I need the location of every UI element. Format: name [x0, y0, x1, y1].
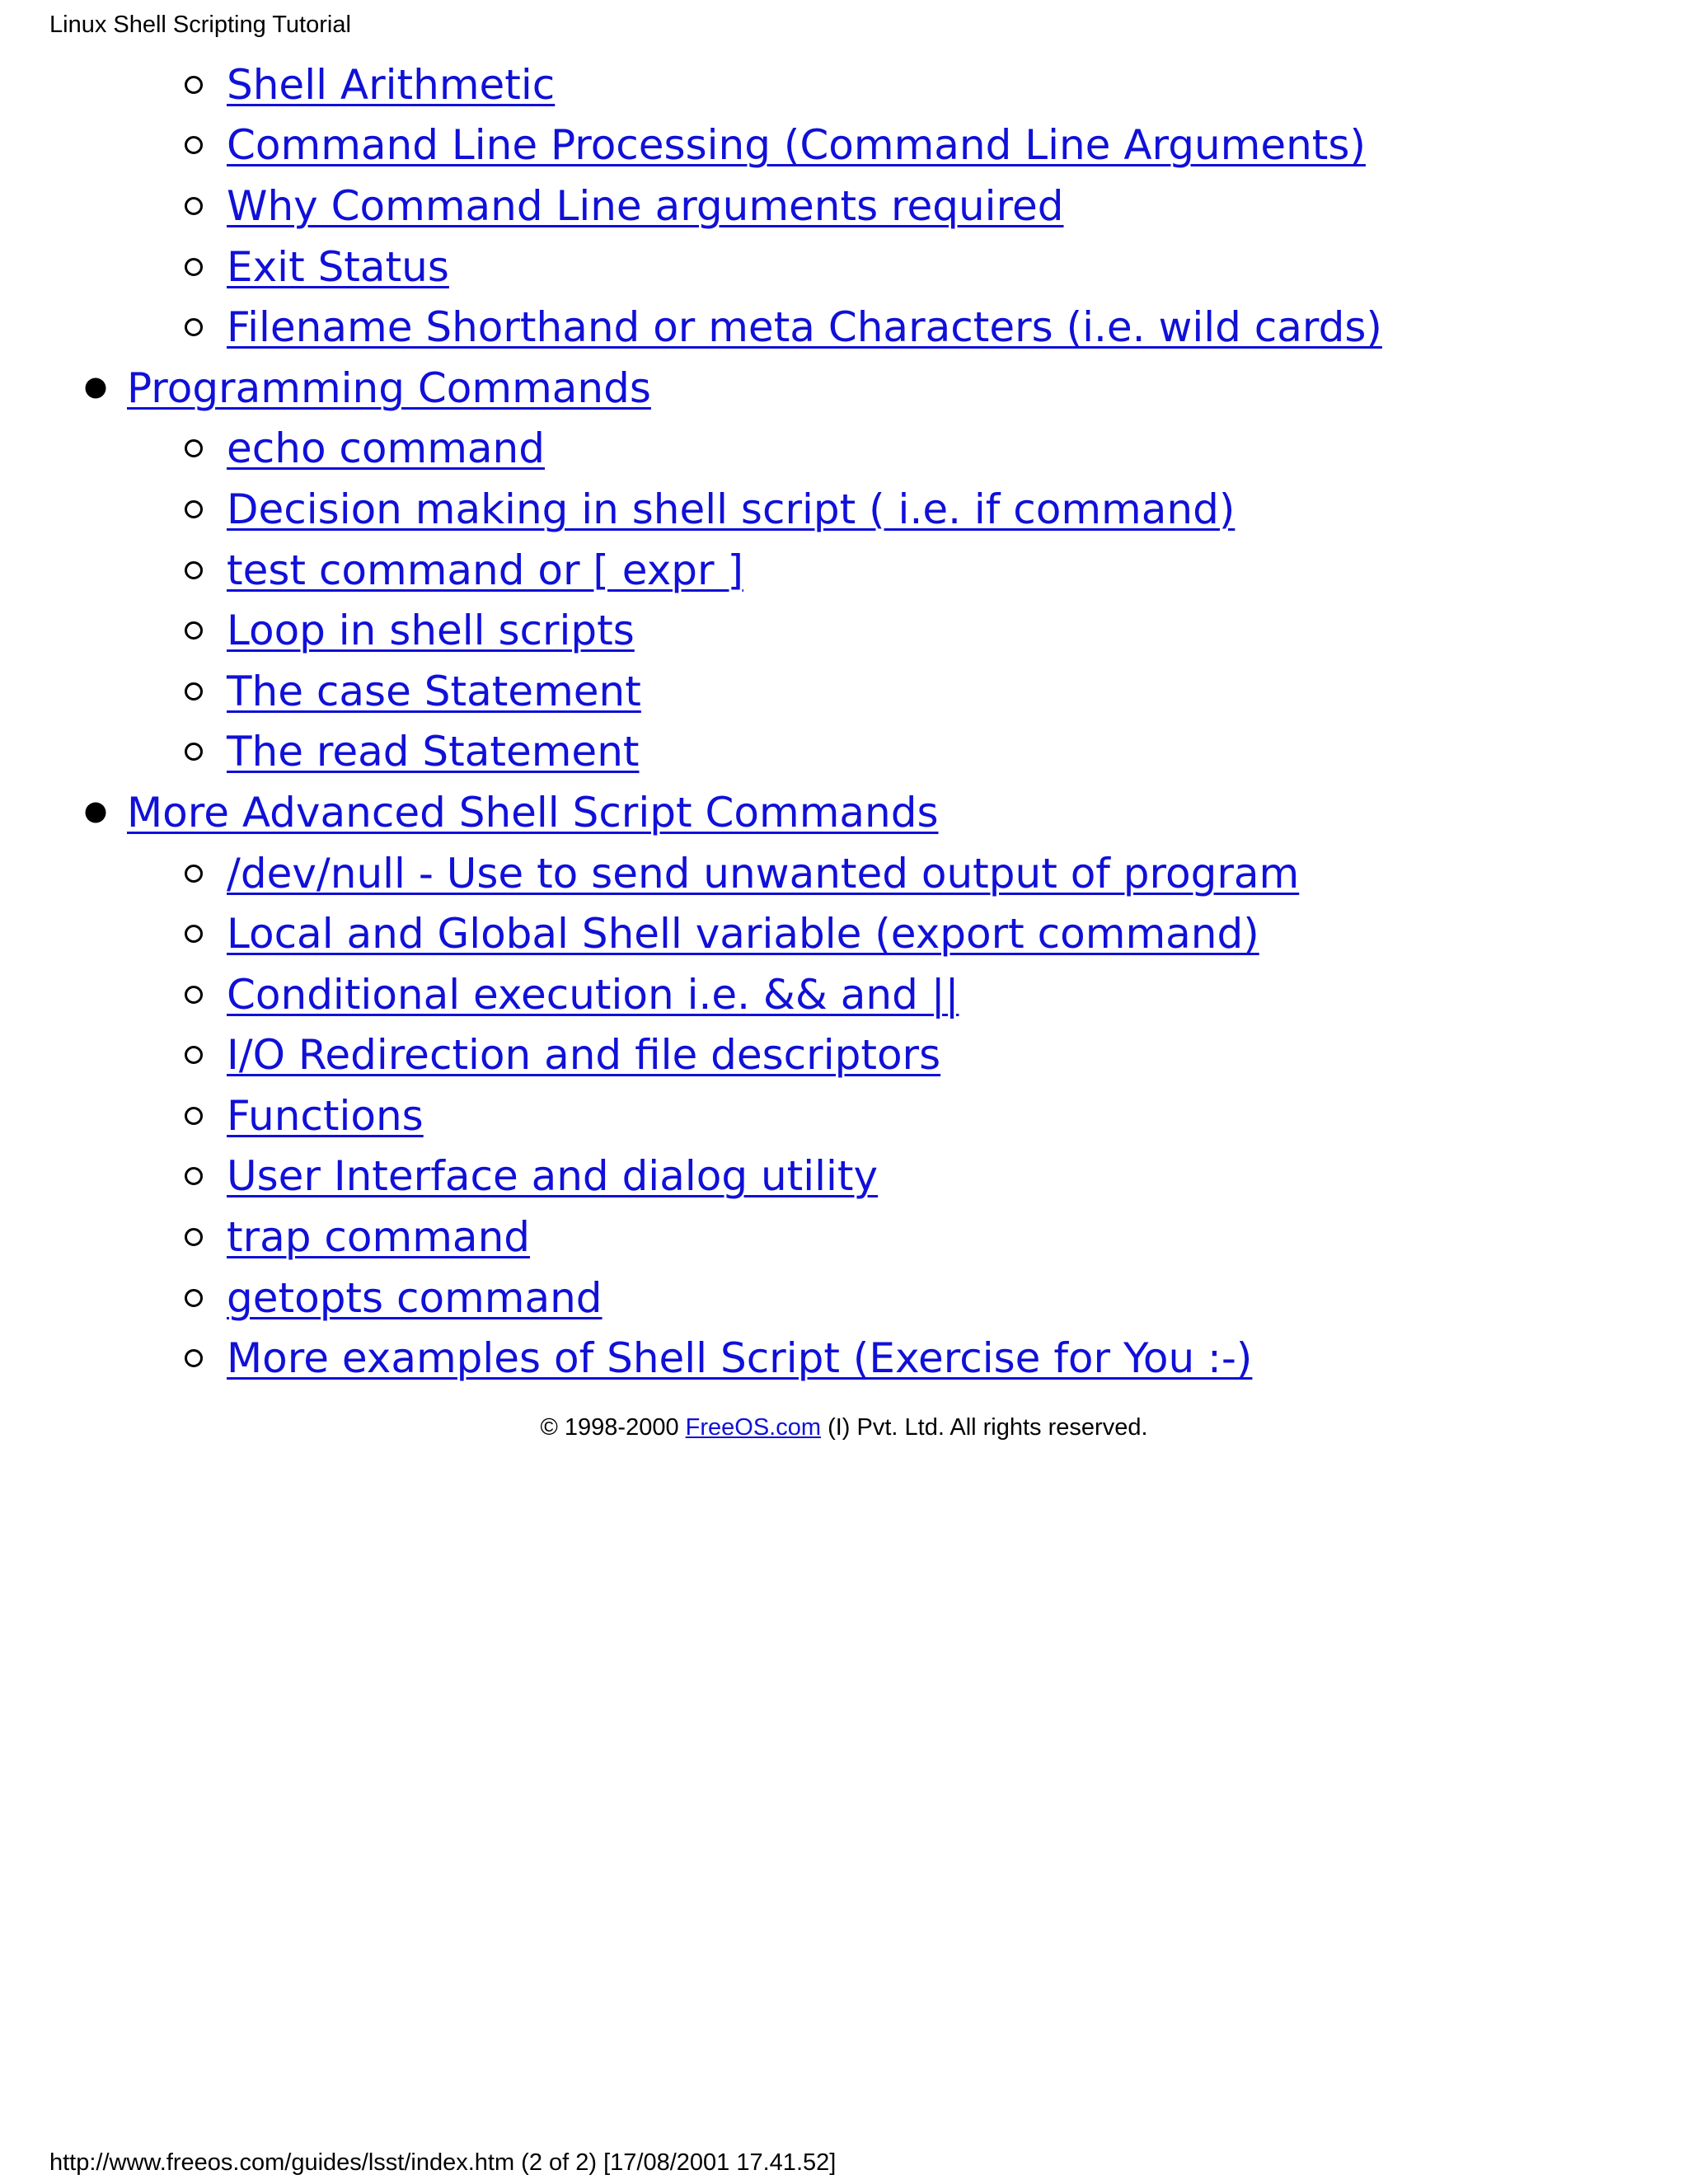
hollow-circle-bullet-icon	[185, 76, 203, 94]
toc-link[interactable]: The read Statement	[227, 728, 640, 776]
hollow-circle-bullet-icon	[185, 561, 203, 579]
toc-link[interactable]: More examples of Shell Script (Exercise for You :-)	[227, 1334, 1253, 1383]
toc-link[interactable]: Exit Status	[227, 242, 449, 291]
hollow-circle-bullet-icon	[185, 1228, 203, 1246]
hollow-circle-bullet-icon	[185, 1046, 203, 1064]
toc-link[interactable]: Conditional execution i.e. && and ||	[227, 970, 959, 1019]
copyright-prefix: © 1998-2000	[540, 1414, 686, 1441]
hollow-circle-bullet-icon	[185, 682, 203, 701]
hollow-circle-bullet-icon	[185, 197, 203, 215]
hollow-circle-bullet-icon	[185, 1289, 203, 1307]
toc-link[interactable]: Decision making in shell script ( i.e. if command)	[227, 485, 1236, 533]
page-footer-url: http://www.freeos.com/guides/lsst/index.htm (2 of 2) [17/08/2001 17.41.52]	[49, 2149, 837, 2176]
hollow-circle-bullet-icon	[185, 258, 203, 276]
toc-link[interactable]: getopts command	[227, 1273, 603, 1322]
toc-link[interactable]: Why Command Line arguments required	[227, 181, 1064, 230]
toc-link[interactable]: Functions	[227, 1091, 424, 1140]
toc-section-link[interactable]: Programming Commands	[127, 363, 651, 412]
toc-link[interactable]: Shell Arithmetic	[227, 60, 556, 109]
copyright-suffix: (I) Pvt. Ltd. All rights reserved.	[821, 1414, 1148, 1441]
toc-link[interactable]: Filename Shorthand or meta Characters (i.e. wild cards)	[227, 303, 1382, 352]
hollow-circle-bullet-icon	[185, 500, 203, 518]
page-header-title: Linux Shell Scripting Tutorial	[49, 12, 351, 38]
toc-section-link[interactable]: More Advanced Shell Script Commands	[127, 788, 939, 837]
hollow-circle-bullet-icon	[185, 318, 203, 336]
hollow-circle-bullet-icon	[185, 1167, 203, 1185]
hollow-circle-bullet-icon	[185, 865, 203, 883]
freeos-link[interactable]: FreeOS.com	[685, 1414, 822, 1441]
toc-link[interactable]: The case Statement	[227, 667, 641, 715]
hollow-circle-bullet-icon	[185, 1349, 203, 1367]
toc-link[interactable]: echo command	[227, 424, 545, 473]
toc-link[interactable]: Local and Global Shell variable (export command)	[227, 910, 1259, 958]
hollow-circle-bullet-icon	[185, 925, 203, 943]
toc-link[interactable]: Loop in shell scripts	[227, 607, 635, 655]
toc-link[interactable]: I/O Redirection and file descriptors	[227, 1031, 941, 1080]
toc-link[interactable]: Command Line Processing (Command Line Arguments)	[227, 121, 1366, 170]
hollow-circle-bullet-icon	[185, 621, 203, 640]
hollow-circle-bullet-icon	[185, 136, 203, 154]
toc-link[interactable]: /dev/null - Use to send unwanted output of program	[227, 849, 1300, 898]
toc-link[interactable]: User Interface and dialog utility	[227, 1152, 879, 1201]
toc-link[interactable]: test command or [ expr ]	[227, 546, 743, 594]
filled-circle-bullet-icon	[86, 802, 106, 823]
filled-circle-bullet-icon	[86, 377, 106, 398]
copyright-notice	[0, 1411, 1688, 1444]
hollow-circle-bullet-icon	[185, 743, 203, 761]
hollow-circle-bullet-icon	[185, 986, 203, 1004]
toc-link[interactable]: trap command	[227, 1213, 530, 1262]
hollow-circle-bullet-icon	[185, 1107, 203, 1125]
hollow-circle-bullet-icon	[185, 439, 203, 457]
